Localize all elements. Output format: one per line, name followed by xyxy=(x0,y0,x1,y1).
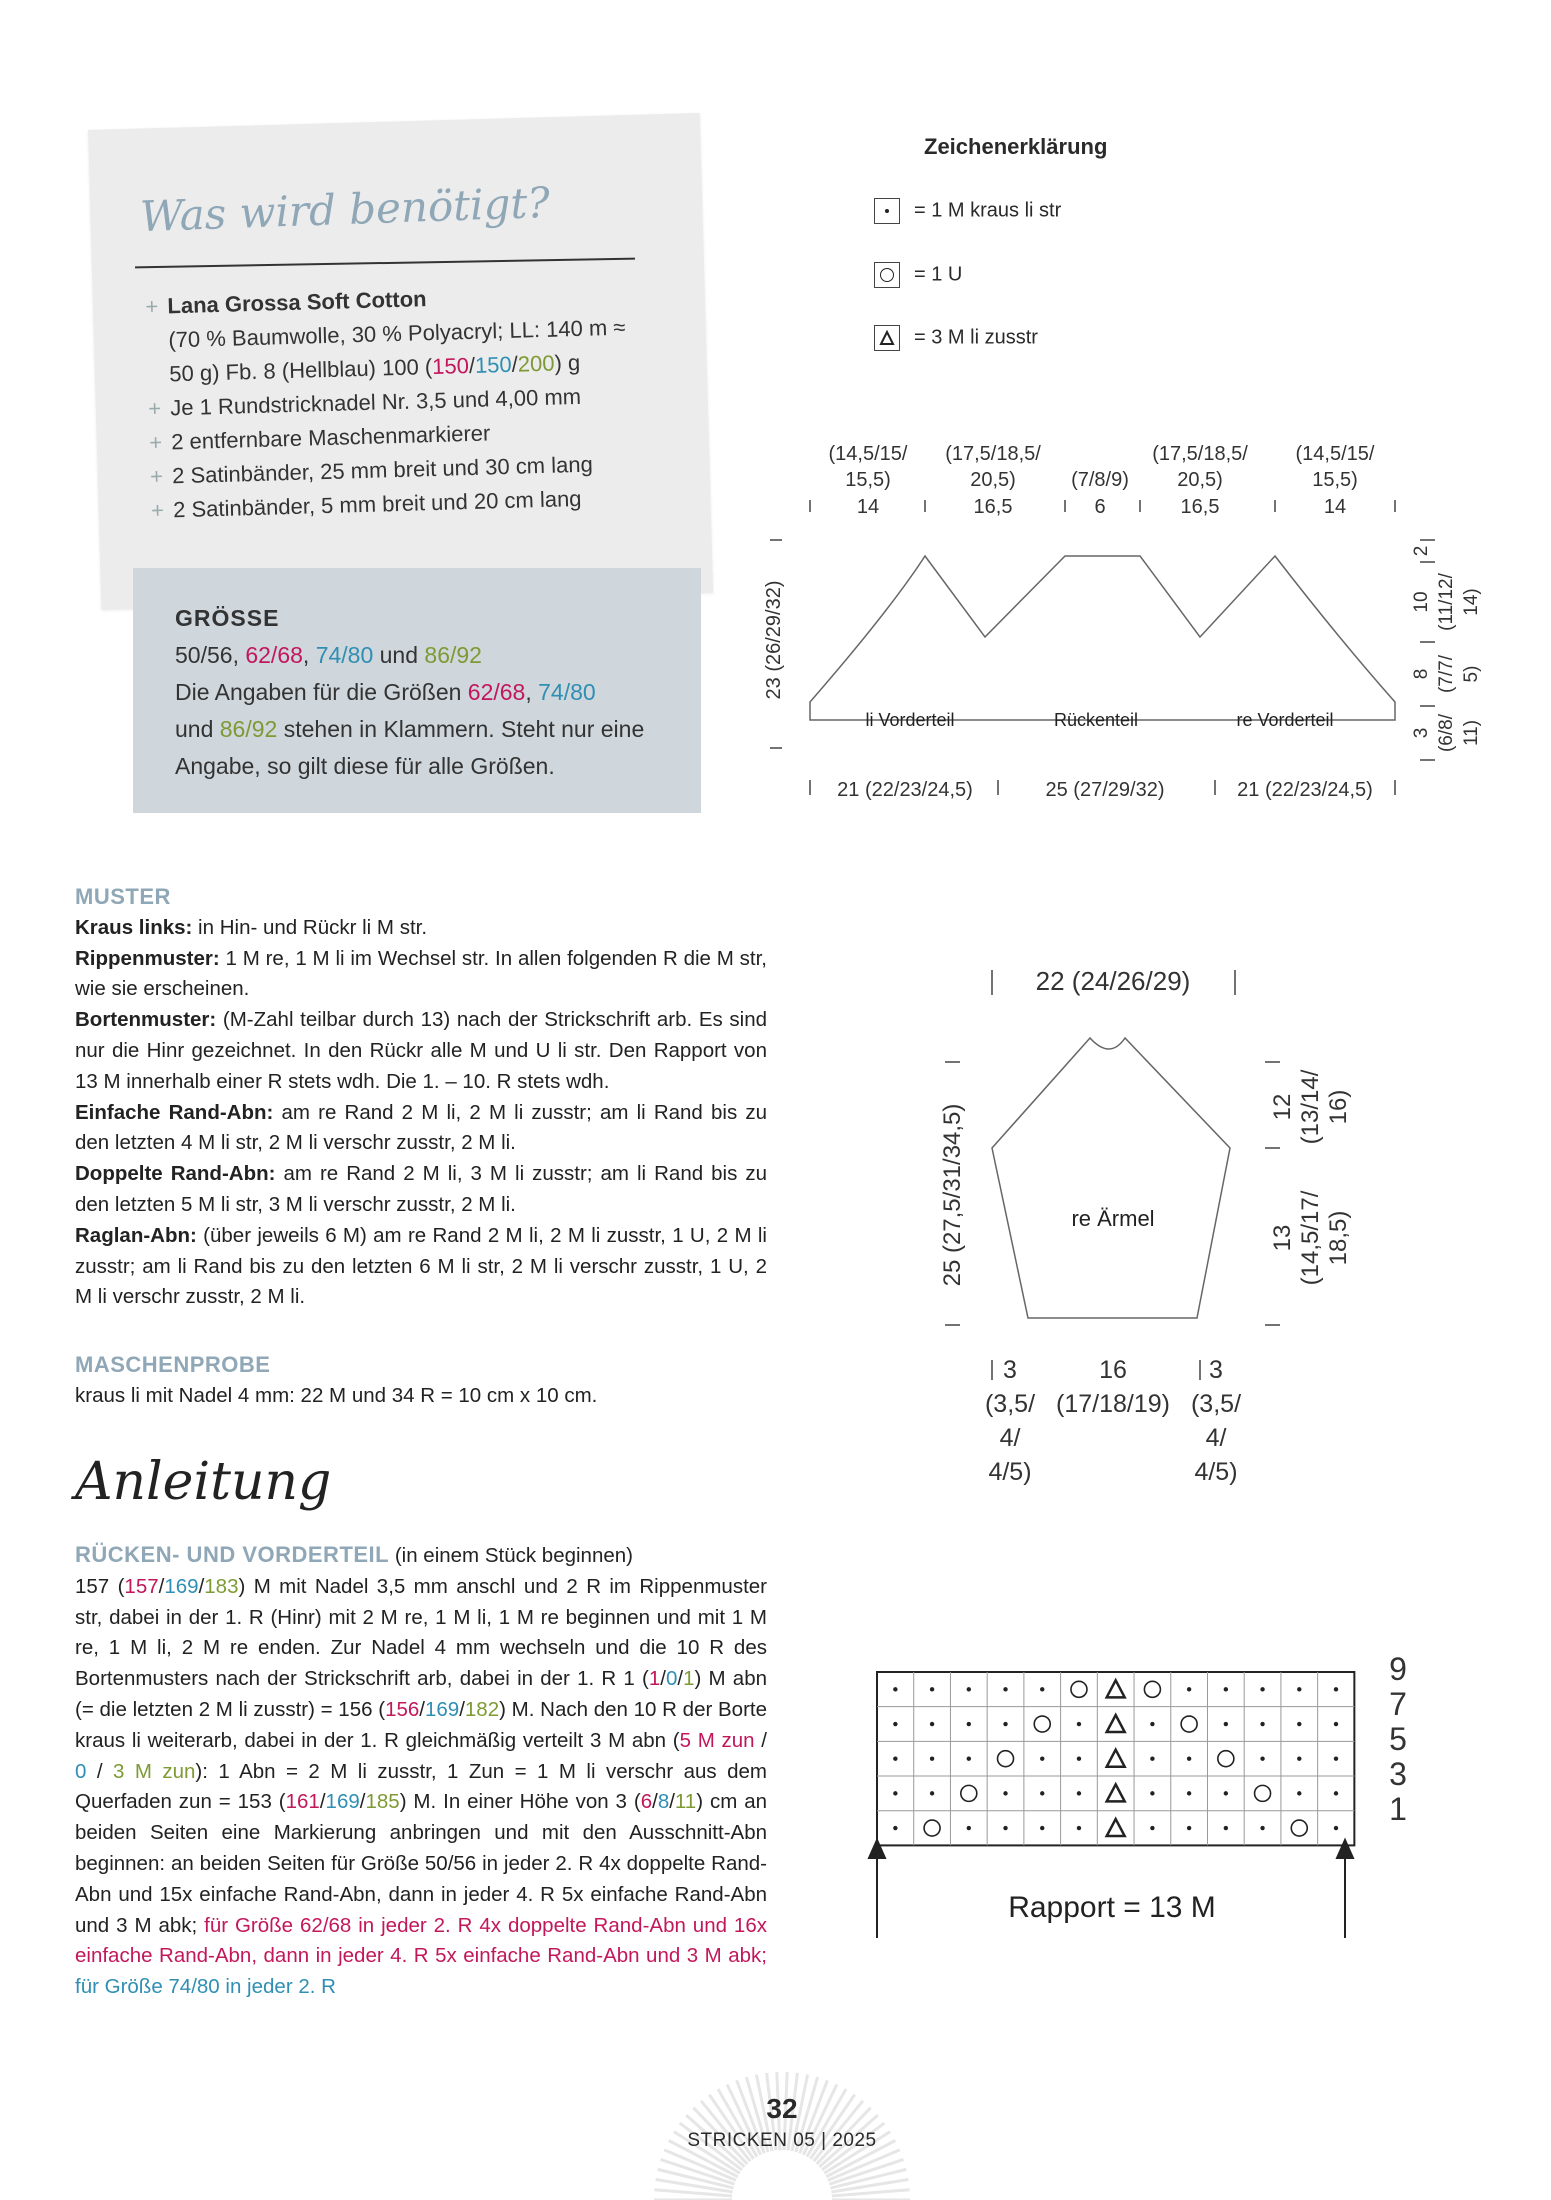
yarn-line-tail: ) g xyxy=(554,349,581,376)
bottom-label: 4/5) xyxy=(1194,1458,1238,1486)
dot-icon xyxy=(1187,1687,1191,1691)
size-value: 169 xyxy=(325,1790,360,1814)
muster-item xyxy=(75,1005,767,1097)
term-text: am re Rand 2 M li, 3 M li zusstr; am li Rand bis zu den letzten 5 M li str, 3 M li verschr zusstr, 2 M li. xyxy=(75,1162,767,1216)
right-label: (13/14/ xyxy=(1297,1069,1324,1145)
dot-icon xyxy=(1077,1791,1081,1795)
maschenprobe-text: kraus li mit Nadel 4 mm: 22 M und 34 R = 10 cm x 10 cm. xyxy=(75,1383,598,1407)
knitting-chart xyxy=(860,1640,1420,1950)
magazine-issue: STRICKEN 05 | 2025 xyxy=(687,2130,877,2151)
size-value: 185 xyxy=(365,1790,400,1814)
dot-icon xyxy=(967,1757,971,1761)
dot-icon xyxy=(893,1722,897,1726)
size-value: 50/56 xyxy=(175,642,233,668)
size-value: 74/80 xyxy=(538,679,596,705)
dot-icon xyxy=(1040,1791,1044,1795)
dot-icon xyxy=(1040,1757,1044,1761)
maschenprobe-section xyxy=(75,1350,767,1412)
dot-icon xyxy=(1040,1826,1044,1830)
size-value: 169 xyxy=(164,1574,199,1598)
size-value: 62/68 xyxy=(467,679,526,705)
dot-icon xyxy=(1224,1687,1228,1691)
bottom-label: 21 (22/23/24,5) xyxy=(1237,779,1373,801)
rapport-label: Rapport = 13 M xyxy=(1008,1891,1216,1924)
dot-icon xyxy=(930,1757,934,1761)
dot-icon xyxy=(1224,1826,1228,1830)
dot-icon xyxy=(1260,1757,1264,1761)
arrow-left-icon xyxy=(869,1840,885,1858)
section-heading: RÜCKEN- UND VORDERTEIL xyxy=(75,1542,390,1567)
term: Kraus links: xyxy=(75,915,193,939)
right-label: 16) xyxy=(1325,1089,1352,1125)
muster-item xyxy=(75,944,767,1006)
list-item-text: Je 1 Rundstricknadel Nr. 3,5 und 4,00 mm xyxy=(169,383,582,421)
top-label: (7/8/9) xyxy=(1071,469,1129,491)
right-label: (7/7/ xyxy=(1436,654,1457,694)
top-label: 15,5) xyxy=(845,469,891,491)
right-label: 2 xyxy=(1411,545,1432,557)
top-label: 20,5) xyxy=(1177,469,1223,491)
top-label: 14 xyxy=(1323,496,1347,518)
size-value: 183 xyxy=(204,1574,239,1598)
dot-icon xyxy=(893,1757,897,1761)
text-run: ) M. Nach den 10 R der Borte kraus li weiterarb, dabei in der 1. R gleichmäßig verteilt 3 M abn ( xyxy=(75,1697,768,1752)
circle-icon xyxy=(1144,1681,1160,1697)
size-note-text: und xyxy=(175,716,220,742)
dot-icon xyxy=(1003,1687,1007,1691)
part-label: re Ärmel xyxy=(1071,1206,1155,1231)
dot-icon xyxy=(1334,1826,1338,1830)
dot-icon xyxy=(1260,1826,1264,1830)
bottom-label: 3 xyxy=(1209,1356,1223,1384)
term: Rippenmuster: xyxy=(75,946,220,970)
top-label: 20,5) xyxy=(970,469,1016,491)
dot-icon xyxy=(1334,1722,1338,1726)
dot-icon xyxy=(930,1687,934,1691)
text-run: ) M abn (= die letzten 2 M li zusstr) = 156 ( xyxy=(75,1667,768,1721)
top-label: (17,5/18,5/ xyxy=(945,443,1041,465)
dot-icon xyxy=(1334,1791,1338,1795)
list-item: + Lana Grossa Soft Cotton (70 % Baumwolle, 30 % Polyacryl; LL: 140 m ≈ 50 g) Fb. 8 (Hellblau) 100 (150/150/200) g xyxy=(145,286,626,387)
size-value: 150 xyxy=(474,351,513,378)
chart-grid xyxy=(877,1672,1354,1845)
term-text: (M-Zahl teilbar durch 13) nach der Strickschrift arb. Es sind nur die Hinr gezeichnet. In den Rückr alle M und U li str. Den Rapport von 13 M innerhalb einer R stets wdh. Die 1. – 10. R stets wdh. xyxy=(75,1008,767,1093)
size-value: 3 M zun xyxy=(113,1759,196,1783)
plus-icon: + xyxy=(145,293,159,319)
right-label: 11) xyxy=(1461,719,1482,747)
term-text: am re Rand 2 M li, 2 M li zusstr; am li Rand bis zu den letzten 4 M li str, 2 M li verschr zusstr, 2 M li. xyxy=(75,1100,767,1155)
plus-icon: + xyxy=(147,395,162,421)
requirements-title: Was wird benötigt? xyxy=(139,177,551,242)
circle-icon xyxy=(924,1820,940,1836)
size-list: 50/56, 62/68, 74/80 und 86/92 xyxy=(175,642,482,668)
dot-icon xyxy=(1297,1687,1301,1691)
size-value: 74/80 xyxy=(315,642,374,668)
legend-row xyxy=(874,198,1061,224)
row-number: 9 xyxy=(1389,1651,1407,1687)
right-label: 10 xyxy=(1411,591,1432,613)
page-number: 32 xyxy=(766,2093,798,2124)
dot-icon xyxy=(1077,1757,1081,1761)
part-label: re Vorderteil xyxy=(1236,710,1334,730)
dot-icon xyxy=(967,1687,971,1691)
bottom-label: (3,5/ xyxy=(1190,1390,1242,1418)
size-value: 161 xyxy=(285,1790,320,1814)
dot-icon xyxy=(1150,1757,1154,1761)
size-value: 0 xyxy=(665,1667,678,1691)
ruecken-section xyxy=(75,1540,767,2003)
size-note xyxy=(175,711,685,748)
text-run: ) cm an beiden Seiten eine Markierung anbringen und mit den Ausschnitt-Abn beginnen: an beiden Seiten für Größe 50/56 in jeder 2. R 4x doppelte Rand-Abn und 15x einfache Rand-Abn, dann in jeder 4. R 5x einfache Rand-Abn und 3 M abk; xyxy=(75,1790,767,1937)
text-run: ) M. In einer Höhe von 3 ( xyxy=(399,1790,641,1814)
triangle-icon xyxy=(1107,1715,1125,1732)
ruecken-text: 157 (157/169/183) M mit Nadel 3,5 mm anschl und 2 R im Rippenmuster str, dabei in der 1. R (Hinr) mit 2 M re, 1 M li, 1 M re beginnen und mit 1 M re, 1 M li, 2 M re enden. Zur Nadel 4 mm wechseln und die 10 R des Bortenmusters nach der Strickschrift arb, dabei in der 1. R 1 (1/0/1) M abn (= die letzten 2 M li zusstr) = 156 (156/169/182) M. Nach den 10 R der Borte kraus li weiterarb, dabei in der 1. R gleichmäßig verteilt 3 M abn (5 M zun / 0 / 3 M zun): 1 Abn = 2 M li zusstr, 1 Zun = 1 M li verschr aus dem Querfaden zun = 153 (161/169/185) M. In einer Höhe von 3 (6/8/11) cm an beiden Seiten eine Markierung anbringen und mit den Ausschnitt-Abn beginnen: an beiden Seiten für Größe 50/56 in jeder 2. R 4x doppelte Rand-Abn und 15x einfache Rand-Abn, dann in jeder 4. R 5x einfache Rand-Abn und 3 M abk; für Größe 62/68 in jeder 2. R 4x doppelte Rand-Abn und 16x einfache Rand-Abn, dann in jeder 4. R 5x einfache Rand-Abn und 3 M abk; für Größe 74/80 in jeder 2. R xyxy=(75,1574,768,1999)
size-note-text: Die Angaben für die Größen xyxy=(175,679,468,705)
muster-item xyxy=(75,1098,767,1160)
bottom-label: (17/18/19) xyxy=(1056,1390,1170,1418)
size-value: 11 xyxy=(674,1790,697,1814)
bottom-label: 4/ xyxy=(1205,1424,1227,1452)
dot-icon xyxy=(1150,1826,1154,1830)
dot-icon xyxy=(1187,1757,1191,1761)
circle-icon xyxy=(998,1751,1014,1767)
top-label: 6 xyxy=(1094,496,1106,518)
circle-icon xyxy=(1218,1751,1234,1767)
dot-icon xyxy=(1003,1826,1007,1830)
part-label: li Vorderteil xyxy=(865,710,955,730)
text-run: ) M mit Nadel 3,5 mm anschl und 2 R im Rippenmuster str, dabei in der 1. R (Hinr) mit 2 M re, 1 M li, 1 M re beginnen und mit 1 M re, 1 M li, 2 M re enden. Zur Nadel 4 mm wechseln und die 10 R des Bortenmusters nach der Strickschrift arb, dabei in der 1. R 1 ( xyxy=(75,1574,767,1691)
heading-note: (in einem Stück beginnen) xyxy=(389,1544,633,1567)
circle-icon xyxy=(1255,1785,1271,1801)
legend-row xyxy=(874,325,1038,351)
top-label: (14,5/15/ xyxy=(1295,443,1375,465)
yarn-line-1: (70 % Baumwolle, 30 % Polyacryl; LL: 140 m ≈ xyxy=(168,314,626,353)
size-value: 169 xyxy=(424,1697,460,1721)
term-text: (über jeweils 6 M) am re Rand 2 M li, 2 M li zusstr, 1 U, 2 M li zusstr; am li Rand bis zu den letzten 6 M li str, 2 M li verschr zusstr, 1 U, 2 M li verschr zusstr, 2 M li. xyxy=(75,1223,767,1309)
text-run: ): 1 Abn = 2 M li zusstr, 1 Zun = 1 M li verschr aus dem Querfaden zun = 153 ( xyxy=(75,1759,767,1814)
right-label: (6/8/ xyxy=(1436,713,1457,753)
size-value: 62/68 xyxy=(245,642,303,668)
size-value: 150 xyxy=(431,352,470,380)
top-label: 15,5) xyxy=(1312,469,1358,491)
row-number: 7 xyxy=(1389,1686,1407,1722)
size-note: Die Angaben für die Größen 62/68, 74/80 xyxy=(175,679,596,705)
body-schematic xyxy=(740,430,1482,810)
right-label: 5) xyxy=(1461,665,1482,683)
dot-icon xyxy=(1187,1791,1191,1795)
bottom-label: 25 (27/29/32) xyxy=(1045,779,1165,801)
circle-icon xyxy=(961,1785,977,1801)
term: Raglan-Abn: xyxy=(75,1223,197,1247)
legend-text: = 1 U xyxy=(914,263,963,286)
dot-icon xyxy=(1077,1722,1081,1726)
bottom-label: 16 xyxy=(1099,1356,1127,1384)
size-value: 5 M zun xyxy=(679,1728,755,1752)
dot-icon xyxy=(1077,1826,1081,1830)
muster-section xyxy=(75,882,767,1313)
muster-item xyxy=(75,913,767,944)
term: Bortenmuster: xyxy=(75,1008,217,1032)
bottom-label: 3 xyxy=(1003,1356,1017,1384)
size-note-text: stehen in Klammern. Steht nur eine xyxy=(277,716,645,742)
triangle-icon xyxy=(874,325,900,351)
triangle-icon xyxy=(1107,1819,1125,1836)
circle-icon xyxy=(874,262,900,288)
list-item-text: 2 Satinbänder, 5 mm breit und 20 cm lang xyxy=(172,485,582,523)
dot-icon xyxy=(1003,1791,1007,1795)
dot-icon xyxy=(893,1826,897,1830)
dot-icon xyxy=(967,1722,971,1726)
circle-icon xyxy=(1071,1681,1087,1697)
bottom-label: 21 (22/23/24,5) xyxy=(837,779,973,801)
dot-icon xyxy=(1297,1791,1301,1795)
circle-icon xyxy=(1181,1716,1197,1732)
size-text: für Größe 74/80 in jeder 2. R xyxy=(75,1975,336,1999)
size-value: 182 xyxy=(464,1697,500,1721)
size-value: 0 xyxy=(75,1759,87,1783)
muster-item xyxy=(75,1221,767,1313)
dot-icon xyxy=(1260,1722,1264,1726)
section-heading: MUSTER xyxy=(75,884,171,909)
top-label: (14,5/15/ xyxy=(828,443,908,465)
right-label: (14,5/17/ xyxy=(1297,1190,1324,1286)
requirements-list xyxy=(145,275,671,527)
dot-icon xyxy=(1150,1791,1154,1795)
dot-icon xyxy=(1224,1722,1228,1726)
dot-icon xyxy=(893,1791,897,1795)
term-text: 1 M re, 1 M li im Wechsel str. In allen folgenden R die M str, wie sie erscheinen. xyxy=(75,946,767,1001)
size-value: 157 xyxy=(124,1574,159,1598)
size-value: 156 xyxy=(385,1697,420,1721)
row-number: 5 xyxy=(1389,1721,1407,1757)
triangle-icon xyxy=(1107,1680,1125,1697)
size-value: 200 xyxy=(517,350,555,377)
size-title: GRÖSSE xyxy=(175,605,280,631)
ruecken-heading-line xyxy=(75,1540,767,1572)
and-text: und xyxy=(379,642,419,668)
size-value: 86/92 xyxy=(219,716,278,742)
dot-icon xyxy=(1334,1757,1338,1761)
anleitung-heading: Anleitung xyxy=(75,1452,332,1512)
legend-text: = 3 M li zusstr xyxy=(914,326,1038,349)
plus-icon: + xyxy=(150,497,165,523)
dot-icon xyxy=(1260,1687,1264,1691)
section-heading: MASCHENPROBE xyxy=(75,1352,271,1377)
dot-icon xyxy=(930,1791,934,1795)
right-label: 13 xyxy=(1269,1224,1296,1252)
size-value: 1 xyxy=(683,1667,695,1691)
bottom-label: 4/ xyxy=(999,1424,1021,1452)
circle-icon xyxy=(1291,1820,1307,1836)
size-value: 8 xyxy=(657,1790,670,1814)
triangle-icon xyxy=(1107,1750,1125,1767)
term: Einfache Rand-Abn: xyxy=(75,1100,274,1124)
top-label: 22 (24/26/29) xyxy=(1035,966,1191,996)
size-value: 1 xyxy=(648,1667,661,1691)
list-item-text: 2 Satinbänder, 25 mm breit und 30 cm lang xyxy=(171,451,594,489)
part-label: Rückenteil xyxy=(1053,710,1139,730)
term-text: in Hin- und Rückr li M str. xyxy=(192,915,428,939)
plus-icon: + xyxy=(149,463,164,489)
right-label: (11/12/ xyxy=(1436,573,1457,631)
text-run: 157 ( xyxy=(75,1574,125,1598)
left-label: 23 (26/29/32) xyxy=(763,580,785,700)
row-number: 1 xyxy=(1389,1791,1407,1827)
top-label: 14 xyxy=(856,496,880,518)
yarn-name: Lana Grossa Soft Cotton xyxy=(167,286,427,319)
dot-icon xyxy=(893,1687,897,1691)
term: Doppelte Rand-Abn: xyxy=(75,1162,276,1186)
dot-icon xyxy=(1003,1722,1007,1726)
dot-icon xyxy=(930,1722,934,1726)
top-label: 16,5 xyxy=(973,496,1013,518)
dot-icon xyxy=(1150,1722,1154,1726)
top-label: (17,5/18,5/ xyxy=(1152,443,1248,465)
dot-icon xyxy=(1040,1687,1044,1691)
right-label: 14) xyxy=(1461,588,1482,616)
sleeve-schematic xyxy=(900,950,1400,1510)
size-text: für Größe 62/68 in jeder 2. R 4x doppelte Rand-Abn und 16x einfache Rand-Abn, dann in jeder 4. R 5x einfache Rand-Abn und 3 M abk; xyxy=(75,1913,767,1968)
muster-item xyxy=(75,1159,767,1221)
sleeve-outline xyxy=(992,1038,1230,1318)
bottom-label: (3,5/ xyxy=(984,1390,1036,1418)
right-label: 18,5) xyxy=(1325,1210,1352,1266)
dot-icon xyxy=(874,198,900,224)
legend-title: Zeichenerklärung xyxy=(924,134,1108,159)
size-note: Angabe, so gilt diese für alle Größen. xyxy=(175,753,555,779)
dot-icon xyxy=(1187,1826,1191,1830)
dot-icon xyxy=(1334,1687,1338,1691)
size-value: 6 xyxy=(640,1790,653,1814)
right-label: 12 xyxy=(1269,1093,1296,1121)
top-label: 16,5 xyxy=(1180,496,1220,518)
list-item-text: 2 entfernbare Maschenmarkierer xyxy=(170,420,491,455)
body-outline xyxy=(810,556,1395,720)
right-label: 8 xyxy=(1411,668,1432,680)
dot-icon xyxy=(967,1826,971,1830)
dot-icon xyxy=(1297,1757,1301,1761)
dot-icon xyxy=(1224,1791,1228,1795)
triangle-icon xyxy=(1107,1784,1125,1801)
size-value: 86/92 xyxy=(424,642,482,668)
left-label: 25 (27,5/31/34,5) xyxy=(939,1103,966,1287)
bottom-label: 4/5) xyxy=(988,1458,1032,1486)
row-number: 3 xyxy=(1389,1756,1407,1792)
legend-text: = 1 M kraus li str xyxy=(914,199,1062,222)
plus-icon: + xyxy=(148,429,163,455)
legend-row xyxy=(874,262,962,288)
yarn-line-2: 50 g) Fb. 8 (Hellblau) 100 ( xyxy=(169,354,433,387)
size-box xyxy=(133,568,701,813)
arrow-right-icon xyxy=(1337,1840,1353,1858)
dot-icon xyxy=(1297,1722,1301,1726)
circle-icon xyxy=(1034,1716,1050,1732)
right-label: 3 xyxy=(1411,727,1432,739)
